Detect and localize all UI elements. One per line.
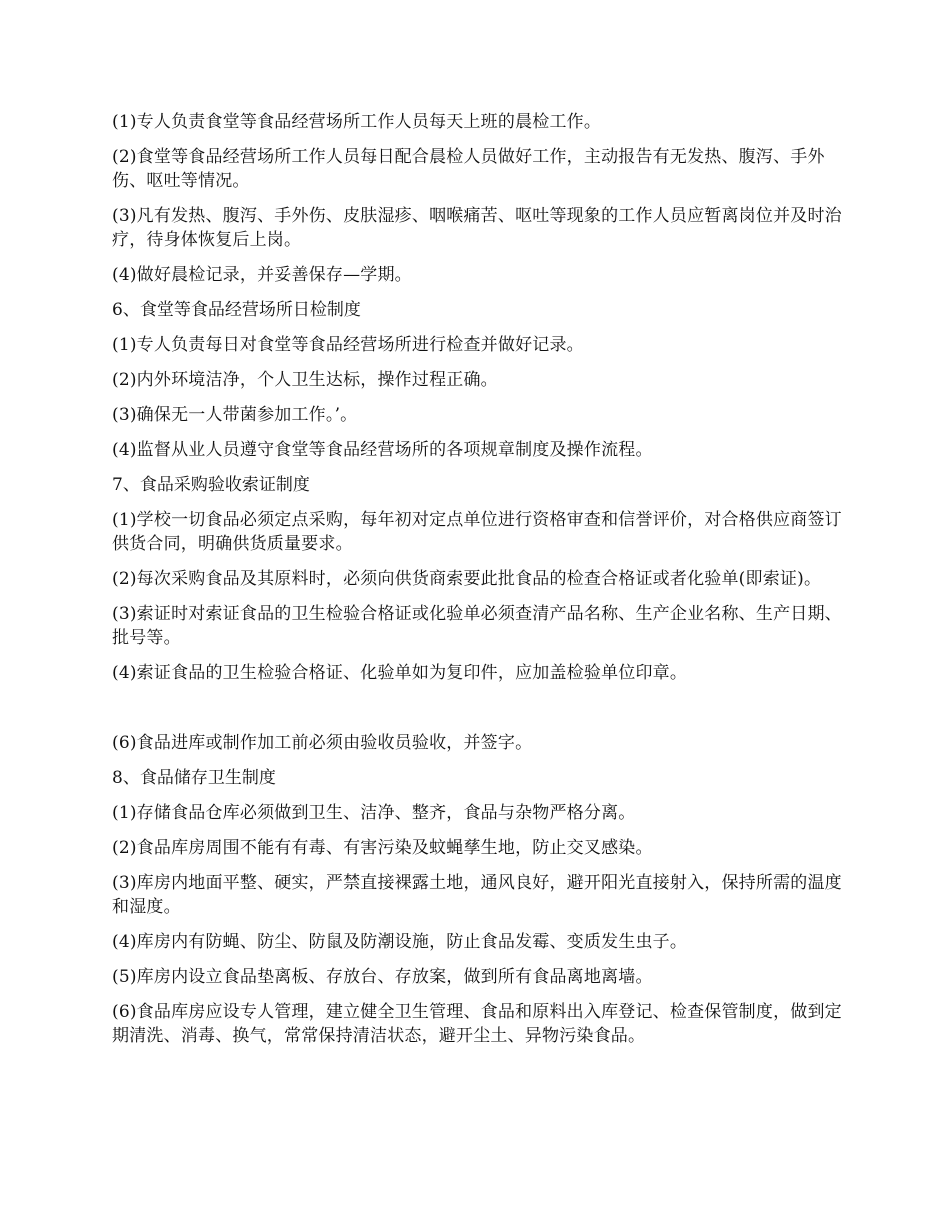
paragraph-morning-check-2: (2)食堂等食品经营场所工作人员每日配合晨检人员做好工作，主动报告有无发热、腹泻、手外伤、呕吐等情况。 [112,147,825,191]
paragraph-morning-check-4: (4)做好晨检记录，并妥善保存—学期。 [112,265,412,285]
paragraph-daily-check-4: (4)监督从业人员遵守食堂等食品经营场所的各项规章制度及操作流程。 [112,440,653,460]
paragraph-procurement-4: (4)索证食品的卫生检验合格证、化验单如为复印件，应加盖检验单位印章。 [112,663,688,683]
paragraph-storage-2: (2)食品库房周围不能有有毒、有害污染及蚊蝇孳生地，防止交叉感染。 [112,838,653,858]
paragraph-morning-check-1: (1)专人负责食堂等食品经营场所工作人员每天上班的晨检工作。 [112,112,602,132]
paragraph-procurement-1: (1)学校一切食品必须定点采购，每年初对定点单位进行资格审查和信誉评价，对合格供应商签订供货合同，明确供货质量要求。 [112,510,842,554]
paragraph-storage-6: (6)食品库房应设专人管理，建立健全卫生管理、食品和原料出入库登记、检查保管制度，做到定期清洗、消毒、换气，常常保持清洁状态，避开尘土、异物污染食品。 [112,1002,842,1046]
paragraph-procurement-2: (2)每次采购食品及其原料时，必须向供货商索要此批食品的检查合格证或者化验单(即索证)。 [112,569,822,589]
paragraph-storage-1: (1)存储食品仓库必须做到卫生、洁净、整齐，食品与杂物严格分离。 [112,803,636,823]
section-heading-8: 8、食品储存卫生制度 [112,768,276,788]
paragraph-morning-check-3: (3)凡有发热、腹泻、手外伤、皮肤湿疹、咽喉痛苦、呕吐等现象的工作人员应暂离岗位并及时治疗，待身体恢复后上岗。 [112,206,842,250]
paragraph-storage-5: (5)库房内设立食品垫离板、存放台、存放案，做到所有食品离地离墙。 [112,967,653,987]
paragraph-storage-4: (4)库房内有防蝇、防尘、防鼠及防潮设施，防止食品发霉、变质发生虫子。 [112,932,688,952]
paragraph-procurement-6: (6)食品进库或制作加工前必须由验收员验收，并签字。 [112,733,533,753]
section-heading-6: 6、食堂等食品经营场所日检制度 [112,300,361,320]
blank-gap [112,696,842,731]
paragraph-procurement-3: (3)索证时对索证食品的卫生检验合格证或化验单必须查清产品名称、生产企业名称、生产日期、批号等。 [112,604,842,648]
document-page [112,110,842,1059]
paragraph-daily-check-2: (2)内外环境洁净，个人卫生达标，操作过程正确。 [112,370,498,390]
section-heading-7: 7、食品采购验收索证制度 [112,475,310,495]
paragraph-daily-check-1: (1)专人负责每日对食堂等食品经营场所进行检查并做好记录。 [112,335,584,355]
paragraph-storage-3: (3)库房内地面平整、硬实，严禁直接裸露土地，通风良好，避开阳光直接射入，保持所需的温度和湿度。 [112,873,842,917]
paragraph-daily-check-3: (3)确保无一人带菌参加工作。’。 [112,405,358,425]
